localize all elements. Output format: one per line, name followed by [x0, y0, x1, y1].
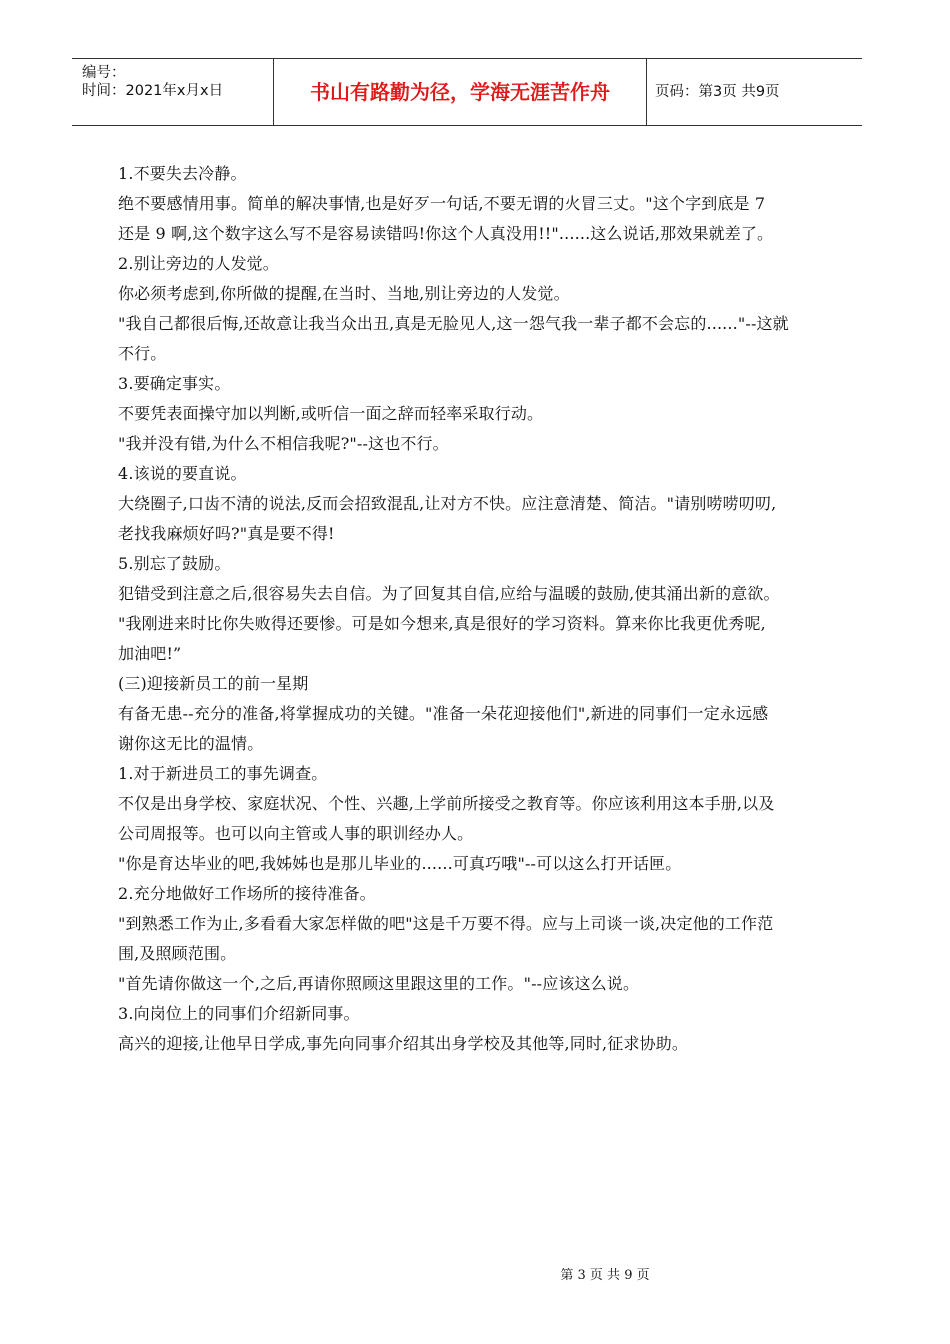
- text-line: "你是育达毕业的吧,我姊姊也是那儿毕业的......可真巧哦"--可以这么打开话匣。: [118, 854, 682, 873]
- document-body: [118, 159, 830, 1059]
- text-line: 1.对于新进员工的事先调查。: [118, 764, 328, 783]
- text-line: 不要凭表面操守加以判断,或听信一面之辞而轻率采取行动。: [118, 404, 544, 423]
- text-line: 高兴的迎接,让他早日学成,事先向同事介绍其出身学校及其他等,同时,征求协助。: [118, 1034, 689, 1053]
- text-line: 不行。: [118, 344, 167, 363]
- header-meta: [82, 64, 272, 100]
- text-line: 犯错受到注意之后,很容易失去自信。为了回复其自信,应给与温暖的鼓励,使其涌出新的意欲。: [118, 584, 780, 603]
- text-line: "我刚进来时比你失败得还要惨。可是如今想来,真是很好的学习资料。算来你比我更优秀呢,: [118, 614, 766, 633]
- text-line: 5.别忘了鼓励。: [118, 554, 231, 573]
- text-line: 加油吧!”: [118, 644, 182, 663]
- document-time-label: 时间：2021年x月x日: [82, 83, 224, 99]
- text-line: 绝不要感情用事。简单的解决事情,也是好歹一句话,不要无谓的火冒三丈。"这个字到底是 7: [118, 194, 766, 213]
- text-line: 围,及照顾范围。: [118, 944, 237, 963]
- text-line: 2.别让旁边的人发觉。: [118, 254, 279, 273]
- page-header: [72, 58, 862, 126]
- header-page-info: 页码：第3页 共9页: [655, 84, 780, 100]
- text-line: "首先请你做这一个,之后,再请你照顾这里跟这里的工作。"--应该这么说。: [118, 974, 640, 993]
- page-footer: 第 3 页 共 9 页: [560, 1268, 650, 1283]
- text-line: "到熟悉工作为止,多看看大家怎样做的吧"这是千万要不得。应与上司谈一谈,决定他的工作范: [118, 914, 774, 933]
- text-line: 老找我麻烦好吗?"真是要不得!: [118, 524, 335, 543]
- header-divider: [646, 59, 647, 125]
- text-line: 还是 9 啊,这个数字这么写不是容易读错吗!你这个人真没用!!"......这么说话,那效果就差了。: [118, 224, 774, 243]
- text-line: 2.充分地做好工作场所的接待准备。: [118, 884, 376, 903]
- text-line: (三)迎接新员工的前一星期: [118, 674, 309, 693]
- text-line: 你必须考虑到,你所做的提醒,在当时、当地,别让旁边的人发觉。: [118, 284, 570, 303]
- document-number-label: 编号：: [82, 65, 126, 81]
- text-line: "我并没有错,为什么不相信我呢?"--这也不行。: [118, 434, 449, 453]
- text-line: 公司周报等。也可以向主管或人事的职训经办人。: [118, 824, 474, 843]
- header-motto: 书山有路勤为径，学海无涯苦作舟: [310, 80, 610, 104]
- text-line: 谢你这无比的温情。: [118, 734, 264, 753]
- text-line: 大绕圈子,口齿不清的说法,反而会招致混乱,让对方不快。应注意清楚、简洁。"请别唠唠叨叨,: [118, 494, 777, 513]
- text-line: 1.不要失去冷静。: [118, 164, 247, 183]
- text-line: "我自己都很后悔,还故意让我当众出丑,真是无脸见人,这一怨气我一辈子都不会忘的......"--这就: [118, 314, 789, 333]
- text-line: 4.该说的要直说。: [118, 464, 247, 483]
- text-line: 不仅是出身学校、家庭状况、个性、兴趣,上学前所接受之教育等。你应该利用这本手册,以及: [118, 794, 775, 813]
- text-line: 3.向岗位上的同事们介绍新同事。: [118, 1004, 360, 1023]
- text-line: 3.要确定事实。: [118, 374, 231, 393]
- text-line: 有备无患--充分的准备,将掌握成功的关键。"准备一朵花迎接他们",新进的同事们一定永远感: [118, 704, 769, 723]
